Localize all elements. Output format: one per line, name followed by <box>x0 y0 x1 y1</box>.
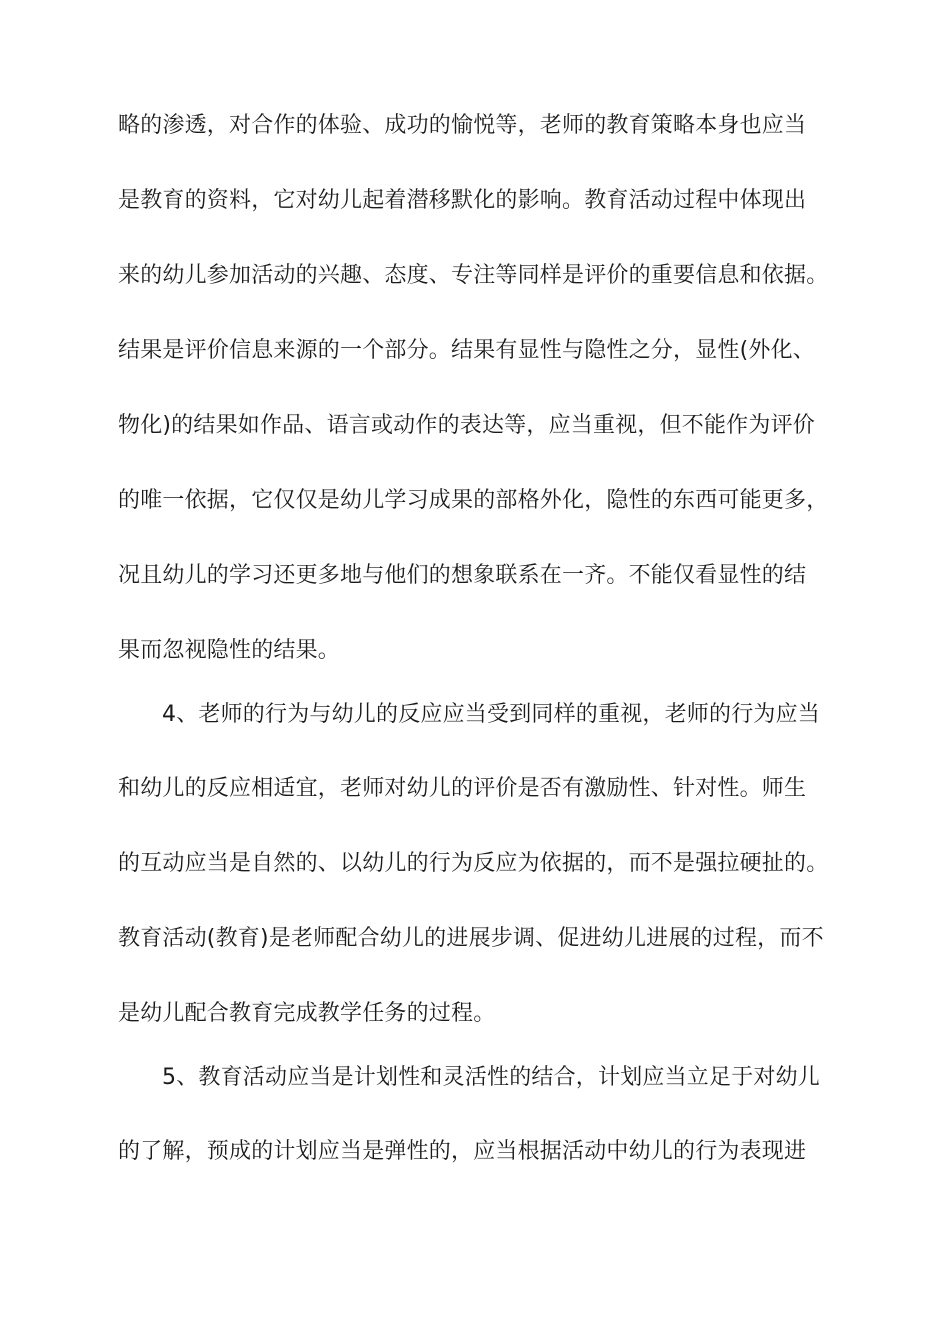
text-line: 果而忽视隐性的结果。 <box>118 638 341 663</box>
text-line: 教育活动(教育)是老师配合幼儿的进展步调、促进幼儿进展的过程，而不 <box>118 926 824 951</box>
text-line: 况且幼儿的学习还更多地与他们的想象联系在一齐。不能仅看显性的结 <box>118 563 807 588</box>
text-line: 物化)的结果如作品、语言或动作的表达等，应当重视，但不能作为评价 <box>118 413 815 438</box>
text-line: 来的幼儿参加活动的兴趣、态度、专注等同样是评价的重要信息和依据。 <box>118 263 829 288</box>
text-line: 结果是评价信息来源的一个部分。结果有显性与隐性之分，显性(外化、 <box>118 338 815 363</box>
text-line: 是幼儿配合教育完成教学任务的过程。 <box>118 1001 496 1026</box>
text-line: 略的渗透，对合作的体验、成功的愉悦等，老师的教育策略本身也应当 <box>118 113 807 138</box>
paragraph-5-first-line: 5、教育活动应当是计划性和灵活性的结合，计划应当立足于对幼儿 <box>162 1065 820 1090</box>
paragraph-4-first-line: 4、老师的行为与幼儿的反应应当受到同样的重视，老师的行为应当 <box>162 702 820 727</box>
text-line: 是教育的资料，它对幼儿起着潜移默化的影响。教育活动过程中体现出 <box>118 188 807 213</box>
text-line: 和幼儿的反应相适宜，老师对幼儿的评价是否有激励性、针对性。师生 <box>118 776 807 801</box>
text-line: 的互动应当是自然的、以幼儿的行为反应为依据的，而不是强拉硬扯的。 <box>118 851 829 876</box>
text-line: 的了解，预成的计划应当是弹性的，应当根据活动中幼儿的行为表现进 <box>118 1139 807 1164</box>
text-line: 的唯一依据，它仅仅是幼儿学习成果的部格外化，隐性的东西可能更多， <box>118 488 829 513</box>
